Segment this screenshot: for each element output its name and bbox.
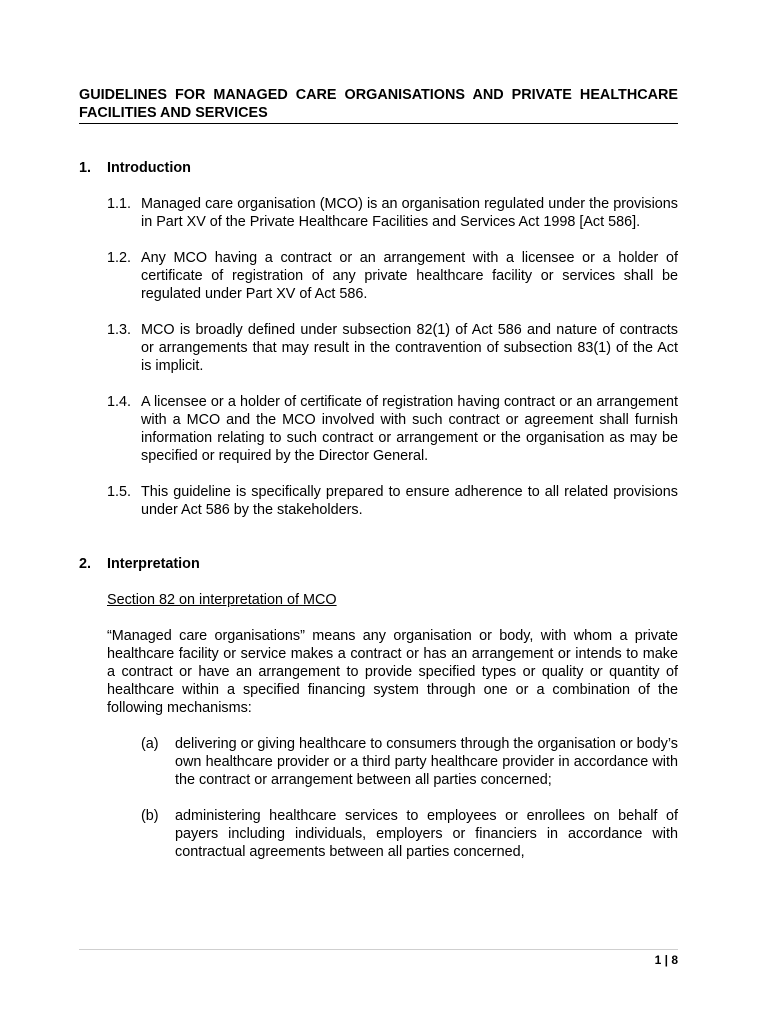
clause-text: This guideline is specifically prepared to ensure adherence to all related provisions under Act 586 by the stakeholders. [141, 484, 678, 518]
clause-1-4 [107, 393, 678, 465]
section-heading-interpretation [79, 555, 678, 573]
section-title: Interpretation [107, 556, 200, 572]
list-item-label: (b) [141, 808, 159, 824]
clause-number: 1.3. [107, 322, 132, 338]
clause-1-1 [107, 195, 678, 231]
page-number: 1 | 8 [654, 953, 678, 967]
section-heading-introduction [79, 159, 678, 177]
section-subheading: Section 82 on interpretation of MCO [107, 592, 337, 608]
clause-1-3 [107, 321, 678, 375]
section-spacer [79, 537, 678, 555]
list-item-label: (a) [141, 736, 159, 752]
section-title: Introduction [107, 160, 191, 176]
clause-text: MCO is broadly defined under subsection 82(1) of Act 586 and nature of contracts or arrangements that may result in the contravention of subsection 83(1) of the Act is implicit. [141, 322, 678, 374]
list-item-b [141, 807, 678, 861]
document-title: GUIDELINES FOR MANAGED CARE ORGANISATIONS AND PRIVATE HEALTHCARE FACILITIES AND SERVICES [79, 86, 678, 124]
clause-1-2 [107, 249, 678, 303]
clause-text: Managed care organisation (MCO) is an organisation regulated under the provisions in Part XV of the Private Healthcare Facilities and Services Act 1998 [Act 586]. [141, 196, 678, 230]
clause-text: Any MCO having a contract or an arrangement with a licensee or a holder of certificate of registration of any private healthcare facility or services shall be regulated under Part XV of Act 586. [141, 250, 678, 302]
list-item-text: administering healthcare services to employees or enrollees on behalf of payers including individuals, employers or financiers in accordance with contractual agreements between all parties concerned, [175, 808, 678, 860]
clause-number: 1.1. [107, 196, 132, 212]
section-number: 1. [79, 160, 92, 176]
clause-number: 1.5. [107, 484, 132, 500]
clause-number: 1.2. [107, 250, 132, 266]
list-item-a [141, 735, 678, 789]
definition-paragraph: “Managed care organisations” means any organisation or body, with whom a private healthcare facility or service makes a contract or has an arrangement or intends to make a contract or have an arrangement to provide specified types or quality or quantity of healthcare within a specified financing system through one or a combination of the following mechanisms: [107, 628, 678, 716]
section-number: 2. [79, 556, 92, 572]
clause-text: A licensee or a holder of certificate of registration having contract or an arrangement with a MCO and the MCO involved with such contract or agreement shall furnish information relating to such contract or arrangement or the organisation as may be specified or required by the Director General. [141, 394, 678, 464]
clause-number: 1.4. [107, 394, 132, 410]
document-page [79, 86, 678, 879]
clause-1-5 [107, 483, 678, 519]
footer-divider [79, 949, 678, 950]
list-item-text: delivering or giving healthcare to consumers through the organisation or body’s own healthcare provider or a third party healthcare provider in accordance with the contract or arrangement between all parties concerned; [175, 736, 678, 788]
